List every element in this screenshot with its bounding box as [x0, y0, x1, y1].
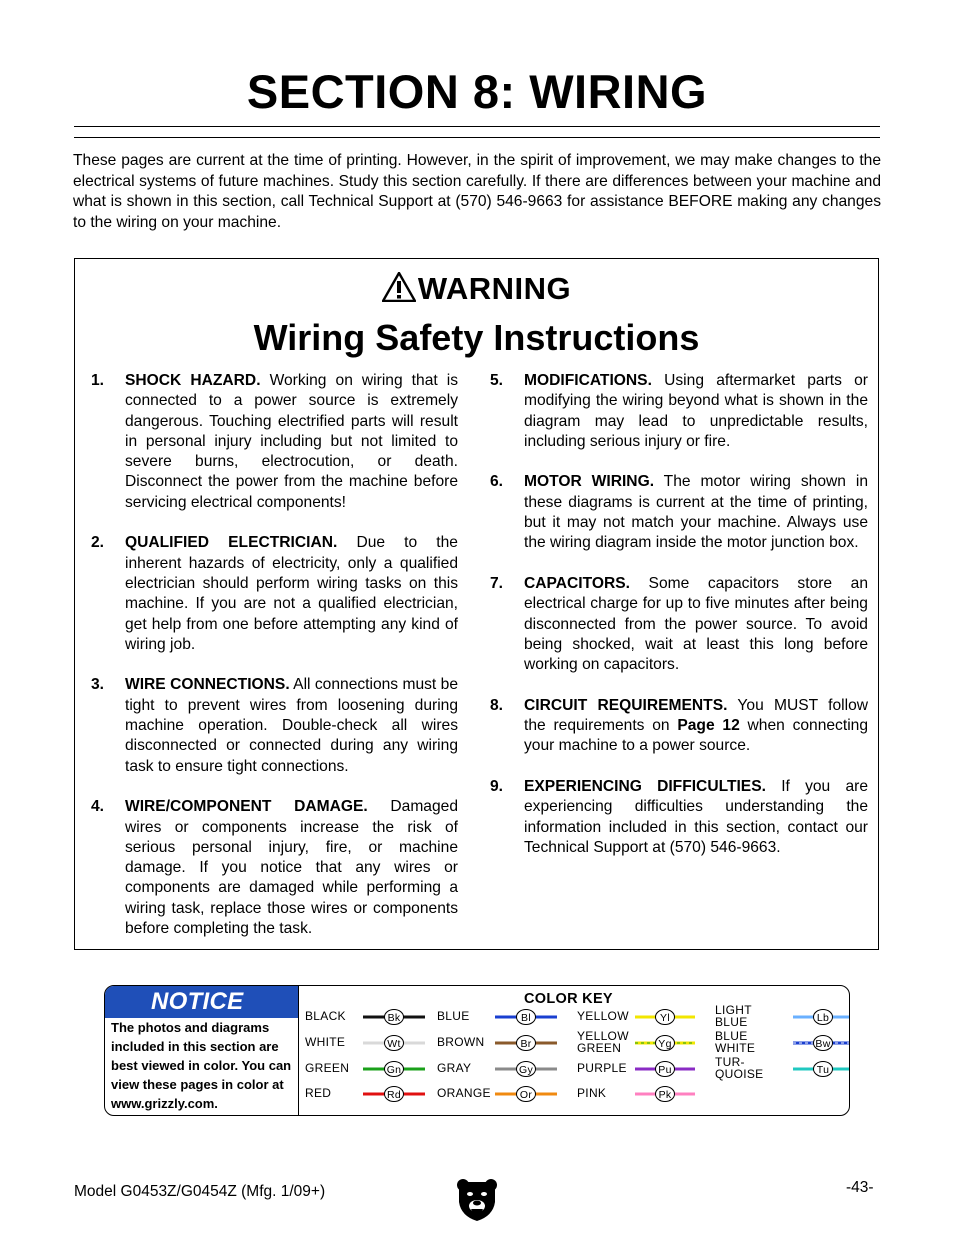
- title-rule-top: [74, 126, 880, 127]
- warning-column-right: [490, 371, 868, 878]
- color-name: BLUE: [437, 1009, 470, 1023]
- color-name: PINK: [577, 1086, 607, 1100]
- warning-heading: Wiring Safety Instructions: [253, 317, 700, 358]
- notice-box: [104, 985, 850, 1116]
- item-title: MOTOR WIRING.: [524, 473, 655, 491]
- warning-box: [74, 258, 879, 950]
- item-title: QUALIFIED ELECTRICIAN.: [125, 534, 338, 552]
- warning-column-left: [91, 371, 458, 960]
- warning-label: WARNING: [417, 271, 572, 306]
- notice-label: NOTICE: [105, 986, 298, 1018]
- color-name: ORANGE: [437, 1086, 491, 1100]
- warning-triangle-icon: [382, 272, 416, 302]
- item-text: You MUST follow the requirements on: [524, 696, 868, 735]
- color-name-line2: GREEN: [577, 1041, 622, 1055]
- color-name-line2: BLUE: [715, 1015, 748, 1029]
- color-name: YELLOW: [577, 1029, 629, 1043]
- wire-code: Or: [519, 1089, 533, 1101]
- color-name: BLUE: [715, 1029, 748, 1043]
- wire-code: Pu: [658, 1064, 672, 1076]
- item-text: If you are experiencing difficulties understanding the information included in this section, contact our Technical Support at (570) 546-9663.: [524, 777, 869, 856]
- color-name: GRAY: [437, 1061, 472, 1075]
- color-name: BROWN: [437, 1035, 485, 1049]
- color-name: PURPLE: [577, 1061, 627, 1075]
- notice-divider: [298, 986, 299, 1115]
- color-name: RED: [305, 1086, 332, 1100]
- wire-code: Tu: [816, 1064, 830, 1076]
- bear-logo-icon: [455, 1176, 499, 1222]
- item-text: Using aftermarket parts or modifying the wiring beyond what is shown in the diagram may lead to unpredictable results, including serious injury or fire.: [524, 372, 868, 450]
- wire-code: Rd: [386, 1089, 402, 1101]
- color-key-title: COLOR KEY: [524, 991, 613, 1007]
- item-text: Working on wiring that is connected to a power source is extremely dangerous. Touching electrified parts will result in personal injury including but not limited to severe burns, electrocution, or death. Disconnect the power from the machine before servicing electrical components!: [125, 372, 459, 511]
- wire-code: Wt: [387, 1038, 401, 1050]
- color-name: LIGHT: [715, 1003, 752, 1017]
- wire-code: Lb: [816, 1012, 830, 1024]
- wire-code: Gn: [386, 1064, 402, 1076]
- footer-model: Model G0453Z/G0454Z (Mfg. 1/09+): [74, 1183, 326, 1200]
- list-item: 9. EXPERIENCING DIFFICULTIES. If you are experiencing difficulties understanding the information included in this section, contact our Technical Support at (570) 546-9663.: [490, 777, 869, 856]
- item-title: SHOCK HAZARD.: [125, 372, 261, 389]
- item-text: Some capacitors store an electrical charge for up to five minutes after being disconnected from the power source. To avoid being shocked, wait at least this long before working on capacitors.: [524, 574, 868, 674]
- list-item: 2. QUALIFIED ELECTRICIAN. Due to the inherent hazards of electricity, only a qualified electrician should perform wiring tasks on this machine. If you are not a qualified electrician, get help from one before attempting any kind of wiring job.: [91, 534, 458, 653]
- wire-code: Bw: [815, 1038, 831, 1050]
- list-item: 8. CIRCUIT REQUIREMENTS. You MUST follow the requirements on Page 12 when connecting your machine to a power source.: [490, 696, 868, 755]
- notice-text: The photos and diagrams included in this section are best viewed in color. You can view these pages in color at www.grizzly.com.: [111, 1020, 292, 1111]
- color-name-line2: QUOISE: [715, 1067, 764, 1081]
- title-rule-bottom: [74, 137, 880, 138]
- item-title: WIRE CONNECTIONS.: [125, 676, 290, 694]
- item-title: CAPACITORS.: [524, 574, 630, 592]
- item-text: Damaged wires or components increase the risk of serious personal injury, fire, or machine damage. If you notice that any wires or components are damaged while performing a wiring task, replace those wires or components before completing the task.: [125, 798, 459, 938]
- color-name: GREEN: [305, 1061, 350, 1075]
- wire-code: Pk: [658, 1089, 672, 1101]
- color-name: TUR-: [715, 1055, 745, 1069]
- wire-code: Br: [520, 1038, 532, 1050]
- item-title: CIRCUIT REQUIREMENTS.: [524, 696, 728, 714]
- item-text: Due to the inherent hazards of electricity, only a qualified electrician should perform wiring tasks on this machine. If you are not a qualified electrician, get help from one before attempting any kind of wiring job.: [125, 534, 458, 653]
- color-name-line2: WHITE: [715, 1041, 756, 1055]
- list-item: 4. WIRE/COMPONENT DAMAGE. Damaged wires or components increase the risk of serious personal injury, fire, or machine damage. If you notice that any wires or components are damaged while performing a wiring task, replace those wires or components before completing the task.: [91, 798, 459, 938]
- item-text: All connections must be tight to prevent wires from loosening during machine operation. Double-check all wires disconnected or connected during any wiring task to ensure tight connections.: [125, 676, 458, 775]
- page-reference: Page 12: [677, 717, 740, 735]
- color-name: BLACK: [305, 1009, 346, 1023]
- page-number: -43-: [846, 1179, 874, 1196]
- item-title: MODIFICATIONS.: [524, 372, 652, 389]
- list-item: 6. MOTOR WIRING. The motor wiring shown in these diagrams is current at the time of printing, but it may not match your machine. Always use the wiring diagram inside the motor junction box.: [490, 473, 869, 552]
- color-name: WHITE: [305, 1035, 346, 1049]
- item-text: The motor wiring shown in these diagrams is current at the time of printing, but it may not match your machine. Always use the wiring diagram inside the motor junction box.: [524, 473, 869, 552]
- wire-code: Bk: [387, 1012, 401, 1024]
- list-item: 1. SHOCK HAZARD. Working on wiring that is connected to a power source is extremely dangerous. Touching electrified parts will result in personal injury including but not limited to severe burns, electrocution, or death. Disconnect the power from the machine before servicing electrical components!: [91, 372, 459, 511]
- list-item: 7. CAPACITORS. Some capacitors store an electrical charge for up to five minutes after being disconnected from the power source. To avoid being shocked, wait at least this long before working on capacitors.: [490, 574, 868, 674]
- item-title: EXPERIENCING DIFFICULTIES.: [524, 777, 766, 795]
- list-item: 5. MODIFICATIONS. Using aftermarket parts or modifying the wiring beyond what is shown in the diagram may lead to unpredictable results, including serious injury or fire.: [490, 372, 868, 450]
- wire-code: Bl: [521, 1012, 531, 1024]
- item-text: when connecting your machine to a power source.: [524, 717, 868, 755]
- intro-paragraph: These pages are current at the time of printing. However, in the spirit of improvement, we may make changes to the electrical systems of future machines. Study this section carefully. If there are differences between your machine and what is shown in this section, call Technical Support at (570) 546-9663 for assistance BEFORE making any changes to the wiring on your machine.: [73, 152, 881, 231]
- warning-header: [75, 271, 878, 307]
- list-item: 3. WIRE CONNECTIONS. All connections must be tight to prevent wires from loosening during machine operation. Double-check all wires disconnected or connected during any wiring task to ensure tight connections.: [91, 676, 458, 775]
- color-name: YELLOW: [577, 1009, 629, 1023]
- page-title: SECTION 8: WIRING: [246, 65, 708, 118]
- wire-code: Yl: [660, 1012, 670, 1024]
- wire-code: Gy: [518, 1064, 534, 1076]
- item-title: WIRE/COMPONENT DAMAGE.: [125, 798, 368, 816]
- wire-code: Yg: [658, 1038, 672, 1050]
